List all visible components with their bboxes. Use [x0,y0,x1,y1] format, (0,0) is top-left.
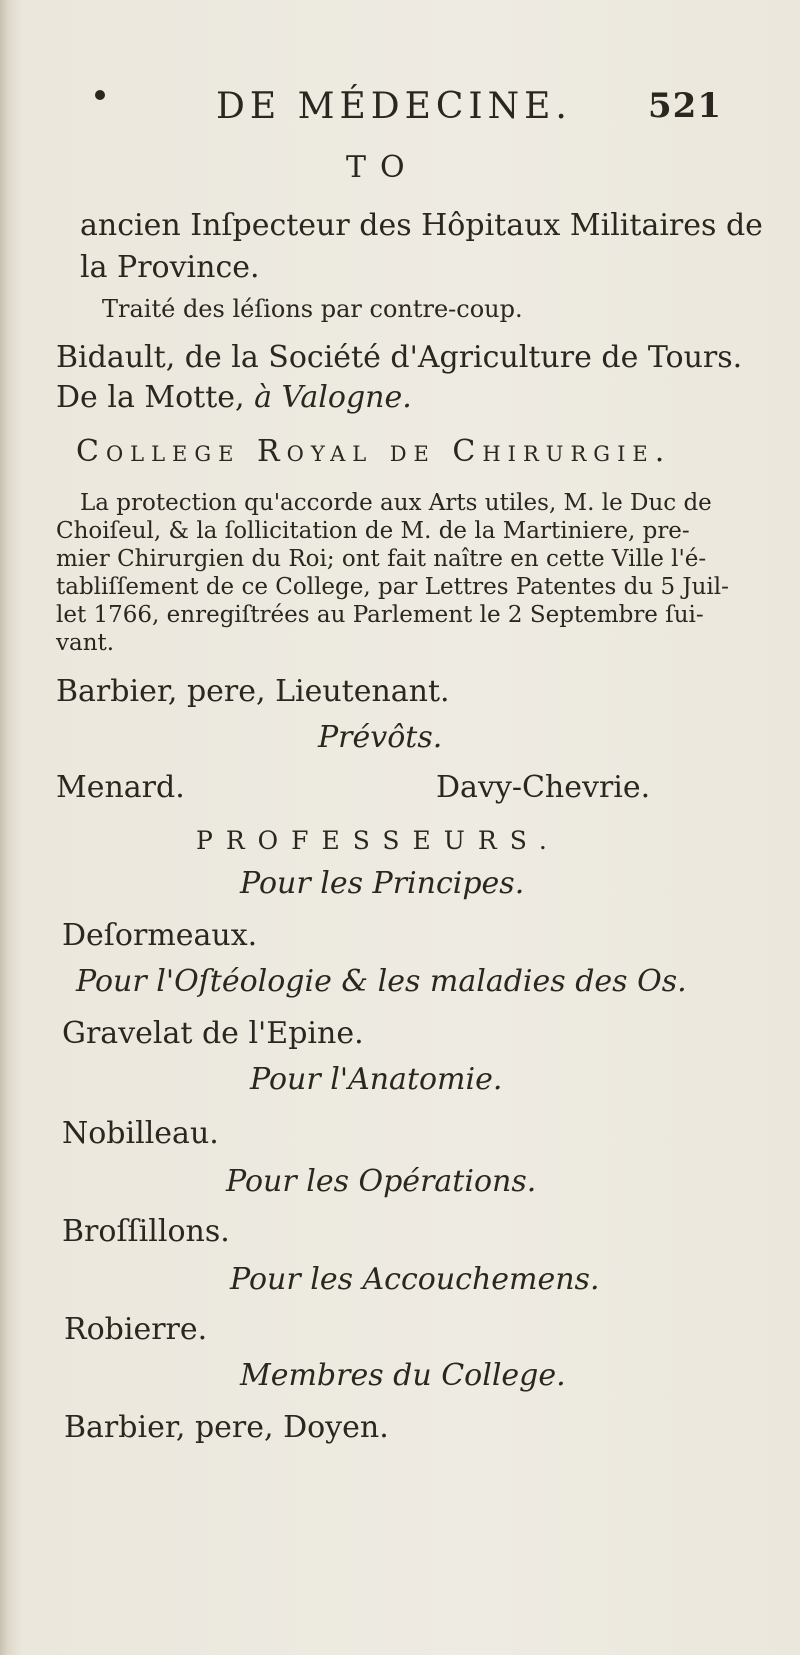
professor-name: Nobilleau. [62,1116,219,1151]
professor-name: Robierre. [64,1312,208,1347]
entry-line: Bidault, de la Société d'Agriculture de Tours. [56,340,743,375]
lieutenant-line: Barbier, pere, Lieutenant. [56,674,450,709]
subject-heading: Pour les Accouchemens. [230,1262,600,1297]
member-name: Barbier, pere, Doyen. [64,1410,389,1445]
professor-name: Deſormeaux. [62,918,258,953]
college-heading: College Royal de Chirurgie. [76,434,672,469]
page-number: 521 [648,86,722,126]
bullet-mark [95,90,105,100]
paragraph-line: let 1766, enregiſtrées au Parlement le 2 Septembre ſui- [56,602,704,628]
professor-name: Gravelat de l'Epine. [62,1016,364,1051]
entry-line [56,380,412,415]
entry-line: ancien Inſpecteur des Hôpitaux Militaires de [80,208,763,243]
subject-heading: Pour les Opérations. [226,1164,537,1199]
section-letters: TO [346,150,419,185]
paragraph-line: tabliſſement de ce College, par Lettres Patentes du 5 Juil- [56,574,729,600]
subject-heading: Pour les Principes. [240,866,525,901]
professor-name: Broſſillons. [62,1214,230,1249]
paragraph-line: Choiſeul, & la ſollicitation de M. de la Martiniere, pre- [56,518,690,544]
prevot-name: Menard. [56,770,185,805]
paragraph-line: vant. [56,630,115,656]
paragraph-line: mier Chirurgien du Roi; ont fait naître en cette Ville l'é- [56,546,707,572]
subject-heading: Pour l'Oſtéologie & les maladies des Os. [76,964,687,999]
prevots-heading: Prévôts. [318,720,443,755]
running-head: DE MÉDECINE. [216,86,572,127]
entry-work-title: Traité des léſions par contre-coup. [102,295,523,323]
entry-line: la Province. [80,250,260,285]
entry-place: à Valogne. [254,380,412,415]
entry-name: De la Motte, [56,380,255,415]
paragraph-line: La protection qu'accorde aux Arts utiles, M. le Duc de [80,490,712,516]
subject-heading: Pour l'Anatomie. [250,1062,503,1097]
subject-heading: Membres du College. [240,1358,566,1393]
prevot-name: Davy-Chevrie. [436,770,651,805]
professeurs-heading: PROFESSEURS. [196,826,560,855]
